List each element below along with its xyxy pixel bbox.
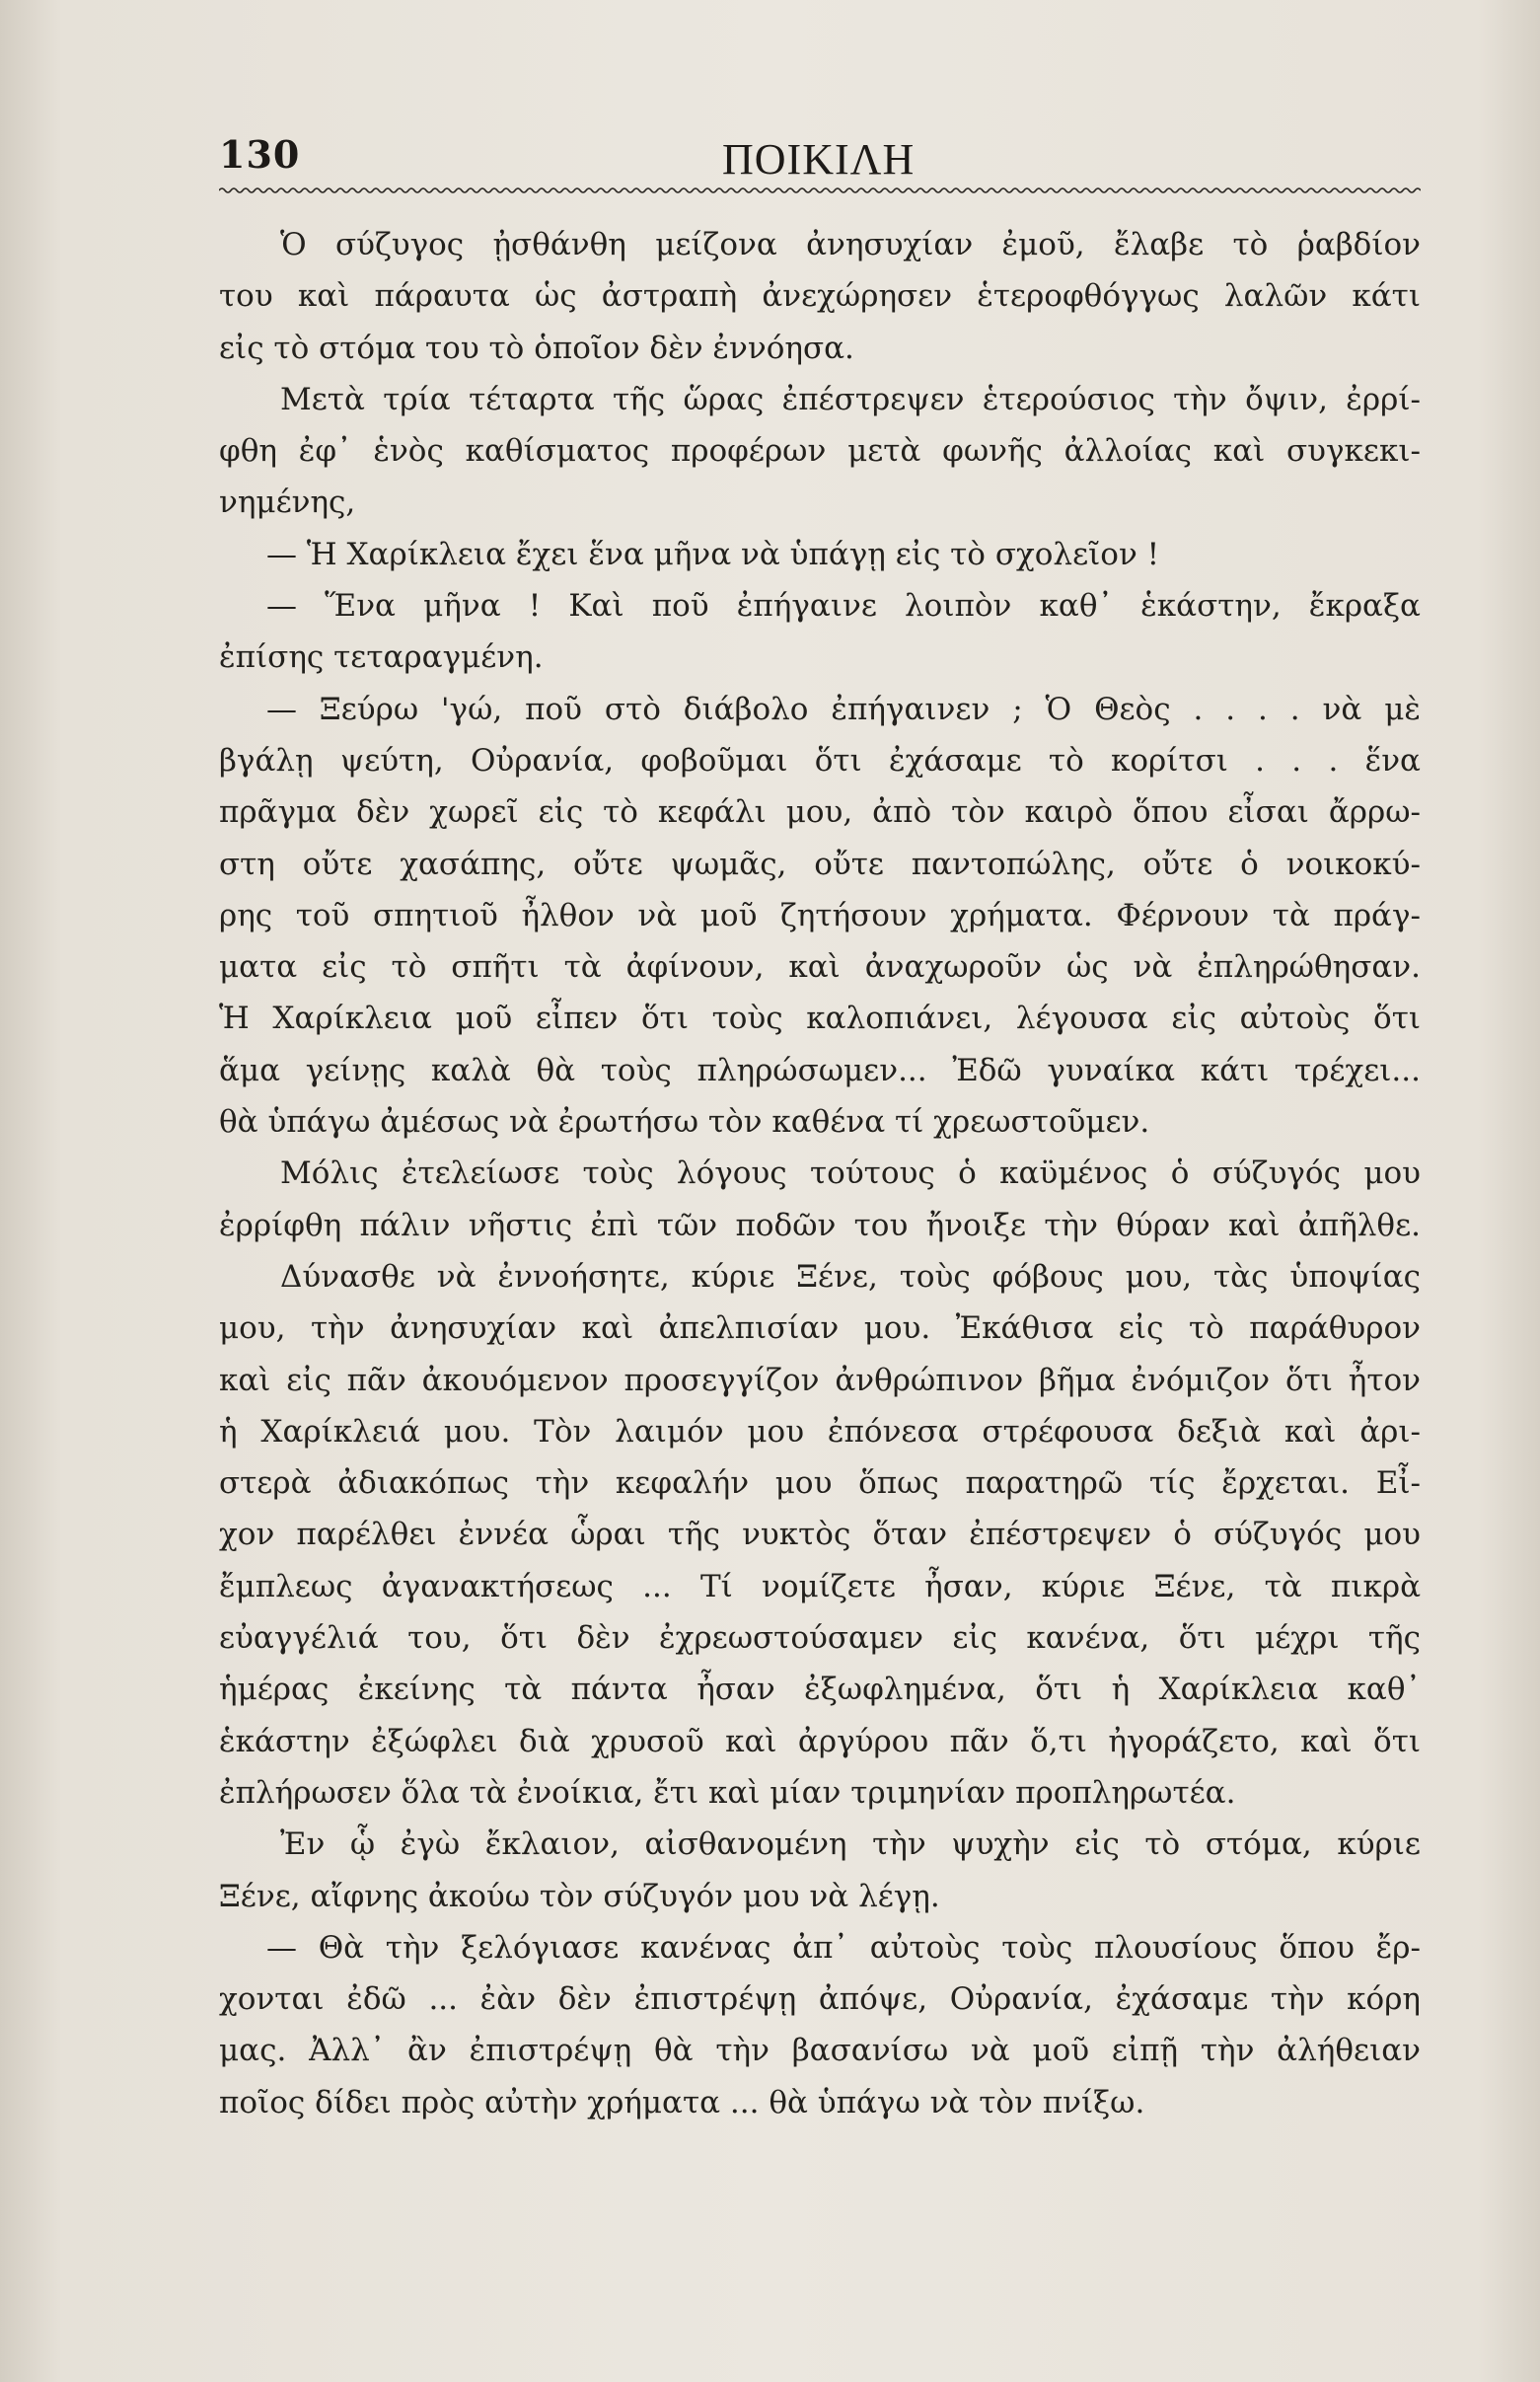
header-wavy-rule [219, 186, 1421, 195]
text-line: ματα εἰς τὸ σπῆτι τὰ ἀφίνουν, καὶ ἀναχωροῦν ὡς νὰ ἐπληρώθησαν. [219, 949, 1421, 986]
text-line: Ὁ σύζυγος ᾐσθάνθη μείζονα ἀνησυχίαν ἐμοῦ, ἔλαβε τὸ ῥαβδίον [280, 227, 1421, 262]
text-line: μας. Ἀλλ᾽ ἂν ἐπιστρέψῃ θὰ τὴν βασανίσω νὰ μοῦ εἰπῇ τὴν ἀλήθειαν [219, 2033, 1421, 2069]
text-line: Μετὰ τρία τέταρτα τῆς ὥρας ἐπέστρεψεν ἑτερούσιος τὴν ὄψιν, ἐρρί- [280, 381, 1421, 417]
text-line: ρης τοῦ σπητιοῦ ἦλθον νὰ μοῦ ζητήσουν χρήματα. Φέρνουν τὰ πράγ- [219, 897, 1421, 933]
text-line: πρᾶγμα δὲν χωρεῖ εἰς τὸ κεφάλι μου, ἀπὸ τὸν καιρὸ ὅπου εἶσαι ἄρρω- [219, 794, 1421, 831]
page-header [219, 126, 1421, 195]
text-line: ἡ Χαρίκλειά μου. Τὸν λαιμόν μου ἐπόνεσα στρέφουσα δεξιὰ καὶ ἀρι- [219, 1413, 1421, 1450]
text-line: ἡμέρας ἐκείνης τὰ πάντα ἦσαν ἐξωφλημένα, ὅτι ἡ Χαρίκλεια καθ᾽ [219, 1672, 1421, 1708]
text-line: ἐπλήρωσεν ὅλα τὰ ἐνοίκια, ἔτι καὶ μίαν τριμηνίαν προπληρωτέα. [219, 1774, 1236, 1811]
text-line: στη οὔτε χασάπης, οὔτε ψωμᾶς, οὔτε παντοπώλης, οὔτε ὁ νοικοκύ- [219, 846, 1421, 882]
text-line: Ξένε, αἴφνης ἀκούω τὸν σύζυγόν μου νὰ λέγῃ. [219, 1878, 940, 1914]
text-line: — Ξεύρω 'γώ, ποῦ στὸ διάβολο ἐπήγαινεν ; Ὁ Θεὸς . . . . νὰ μὲ [266, 691, 1421, 727]
text-line: ἐρρίφθη πάλιν νῆστις ἐπὶ τῶν ποδῶν του ἤνοιξε τὴν θύραν καὶ ἀπῆλθε. [219, 1207, 1421, 1243]
text-line: Ἐν ᾧ ἐγὼ ἔκλαιον, αἰσθανομένη τὴν ψυχὴν εἰς τὸ στόμα, κύριε [280, 1826, 1421, 1863]
body-text [219, 219, 1421, 2128]
text-line: — Ἡ Χαρίκλεια ἔχει ἕνα μῆνα νὰ ὑπάγῃ εἰς τὸ σχολεῖον ! [266, 536, 1160, 572]
text-line: ἐπίσης τεταραγμένη. [219, 639, 544, 676]
text-line: φθη ἐφ᾽ ἑνὸς καθίσματος προφέρων μετὰ φωνῆς ἀλλοίας καὶ συγκεκι- [219, 433, 1421, 470]
text-line: στερὰ ἀδιακόπως τὴν κεφαλήν μου ὅπως παρατηρῶ τίς ἔρχεται. Εἶ- [219, 1465, 1421, 1502]
wavy-rule-line [219, 188, 1421, 192]
text-line: θὰ ὑπάγω ἀμέσως νὰ ἐρωτήσω τὸν καθένα τί χρεωστοῦμεν. [219, 1104, 1150, 1141]
text-line: εὐαγγέλιά του, ὅτι δὲν ἐχρεωστούσαμεν εἰς κανένα, ὅτι μέχρι τῆς [219, 1620, 1421, 1657]
text-line: βγάλῃ ψεύτη, Οὐρανία, φοβοῦμαι ὅτι ἐχάσαμε τὸ κορίτσι . . . ἕνα [219, 742, 1421, 779]
text-line: — Ἕνα μῆνα ! Καὶ ποῦ ἐπήγαινε λοιπὸν καθ᾽ ἑκάστην, ἔκραξα [266, 588, 1421, 625]
text-line: χονται ἐδῶ ... ἐὰν δὲν ἐπιστρέψῃ ἀπόψε, Οὐρανία, ἐχάσαμε τὴν κόρη [219, 1981, 1421, 2018]
text-line: ποῖος δίδει πρὸς αὐτὴν χρήματα ... θὰ ὑπάγω νὰ τὸν πνίξω. [219, 2084, 1145, 2121]
text-line: εἰς τὸ στόμα του τὸ ὁποῖον δὲν ἐννόησα. [219, 330, 854, 366]
text-line: Μόλις ἐτελείωσε τοὺς λόγους τούτους ὁ καϋμένος ὁ σύζυγός μου [280, 1155, 1421, 1192]
page-number: 130 [219, 132, 301, 177]
text-line: Ἡ Χαρίκλεια μοῦ εἶπεν ὅτι τοὺς καλοπιάνει, λέγουσα εἰς αὐτοὺς ὅτι [219, 1001, 1421, 1037]
text-line: — Θὰ τὴν ξελόγιασε κανένας ἀπ᾽ αὐτοὺς τοὺς πλουσίους ὅπου ἔρ- [266, 1929, 1421, 1966]
text-line: ἔμπλεως ἀγανακτήσεως ... Τί νομίζετε ἦσαν, κύριε Ξένε, τὰ πικρὰ [219, 1568, 1421, 1604]
text-line: ἑκάστην ἐξώφλει διὰ χρυσοῦ καὶ ἀργύρου πᾶν ὅ,τι ἠγοράζετο, καὶ ὅτι [219, 1723, 1421, 1759]
text-line: χον παρέλθει ἐννέα ὧραι τῆς νυκτὸς ὅταν ἐπέστρεψεν ὁ σύζυγός μου [219, 1517, 1421, 1553]
text-line: ἅμα γείνῃς καλὰ θὰ τοὺς πληρώσωμεν... Ἐδῶ γυναίκα κάτι τρέχει... [219, 1052, 1421, 1088]
text-line: νημένης, [219, 484, 356, 521]
text-line: καὶ εἰς πᾶν ἀκουόμενον προσεγγίζον ἀνθρώπινον βῆμα ἐνόμιζον ὅτι ἦτον [219, 1362, 1421, 1398]
running-title: ΠΟΙΚΙΛΗ [722, 135, 916, 184]
text-line: μου, τὴν ἀνησυχίαν καὶ ἀπελπισίαν μου. Ἐκάθισα εἰς τὸ παράθυρον [219, 1310, 1421, 1347]
text-line: του καὶ πάραυτα ὡς ἀστραπὴ ἀνεχώρησεν ἑτεροφθόγγως λαλῶν κάτι [219, 278, 1421, 315]
text-line: Δύνασθε νὰ ἐννοήσητε, κύριε Ξένε, τοὺς φόβους μου, τὰς ὑποψίας [280, 1258, 1421, 1295]
